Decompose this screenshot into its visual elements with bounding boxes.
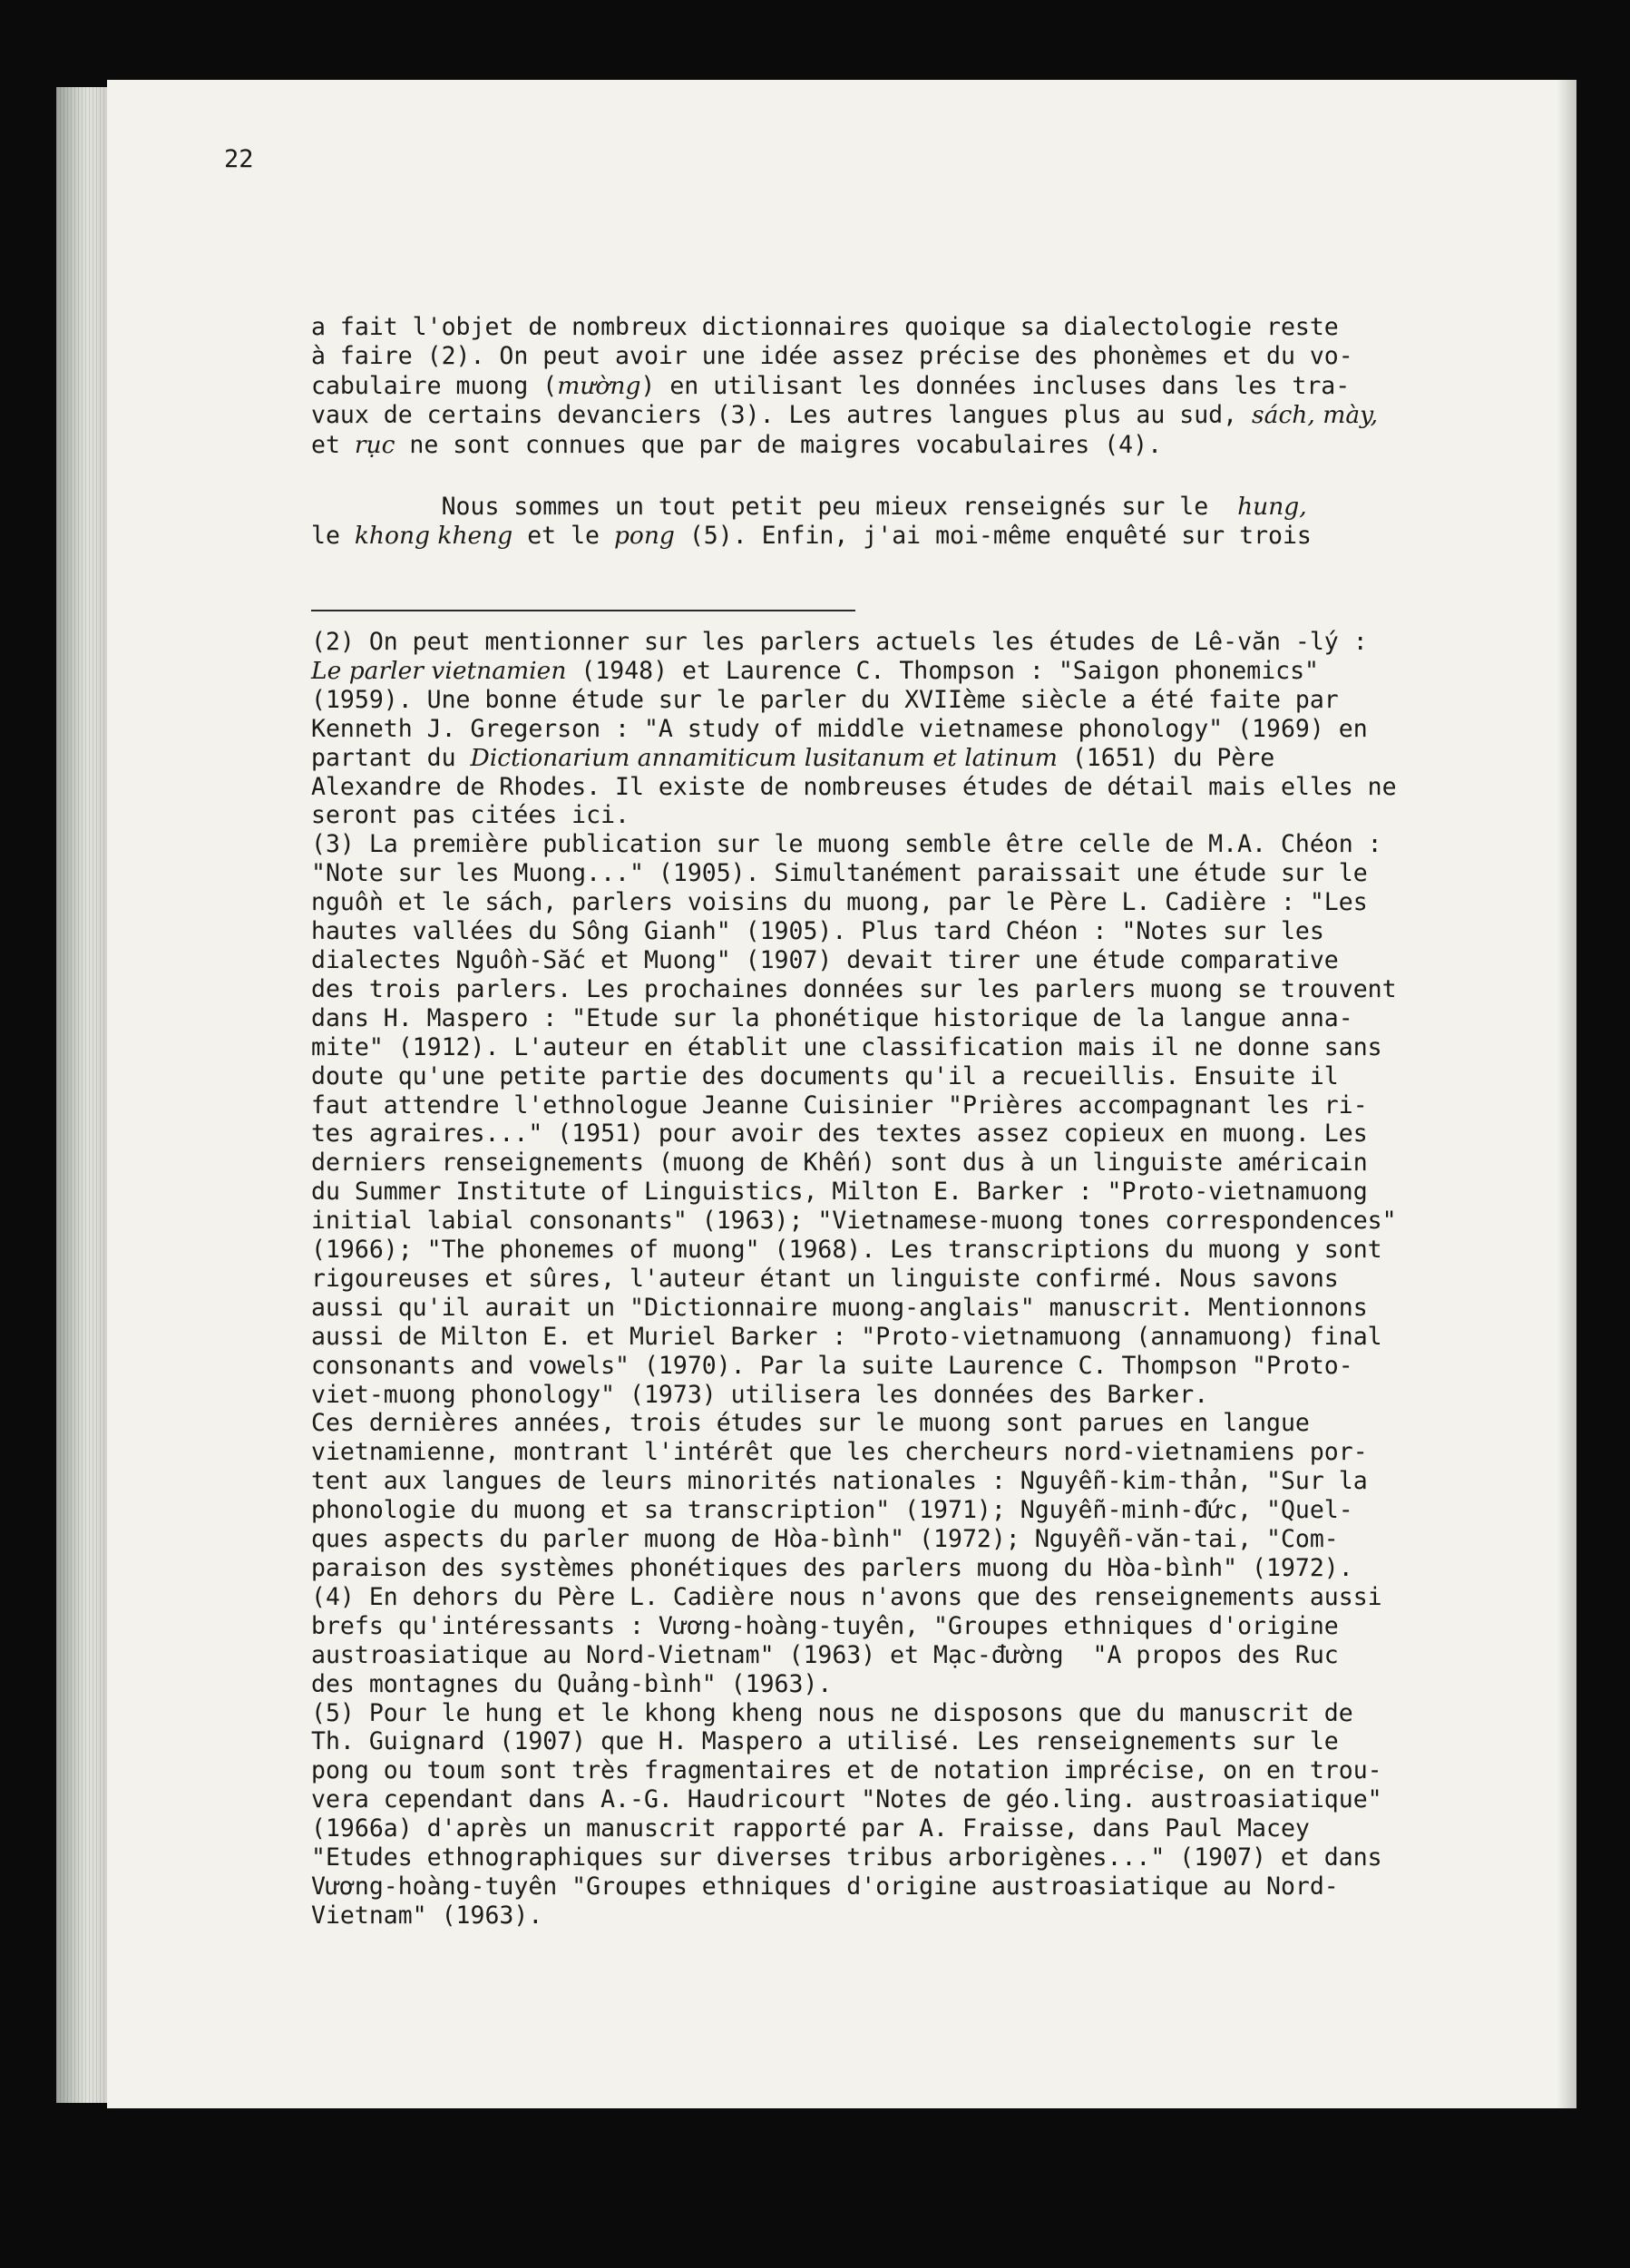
text-run: tent aux langues de leurs minorités nationales : Nguyễn-kim-thản, "Sur la [311,1467,1368,1496]
footnote-line [311,1409,1436,1438]
text-run: vietnamienne, montrant l'intérêt que les chercheurs nord-vietnamiens por- [311,1438,1368,1467]
gutter-shadow [1557,80,1576,2108]
text-run: (4) En dehors du Père L. Cadière nous n'avons que des renseignements aussi [311,1582,1382,1611]
footnote-line [311,686,1436,715]
footnote-line [311,1699,1436,1728]
text-run: doute qu'une petite partie des documents qu'il a recueillis. Ensuite il [311,1061,1339,1090]
text-run: consonants and vowels" (1970). Par la suite Laurence C. Thompson "Proto- [311,1351,1353,1380]
footnote-line [311,917,1436,946]
text-run: brefs qu'intéressants : Vương-hoàng-tuyên, "Groupes ethniques d'origine [311,1611,1339,1640]
text-run: a fait l'objet de nombreux dictionnaires quoique sa dialectologie reste [311,313,1339,341]
text-run: faut attendre l'ethnologue Jeanne Cuisinier "Prières accompagnant les ri- [311,1090,1368,1119]
italic-term: Le parler vietnamien [311,656,567,685]
text-run: (1966a) d'après un manuscrit rapporté par A. Fraisse, dans Paul Macey [311,1814,1310,1843]
text-run: des montagnes du Quảng-bình" (1963). [311,1669,833,1698]
footnote-line [311,1294,1436,1323]
text-run: mite" (1912). L'auteur en établit une classification mais il ne donne sans [311,1032,1382,1061]
footnote-line [311,1525,1436,1554]
text-run: (1651) du Père [1057,743,1275,772]
text-run: (2) On peut mentionner sur les parlers actuels les études de Lê-văn -lý : [311,628,1368,656]
italic-term: hung, [1237,493,1307,522]
text-run: (5) Pour le hung et le khong kheng nous ne disposons que du manuscrit de [311,1698,1353,1727]
text-run: à faire (2). On peut avoir une idée assez précise des phonèmes et du vo- [311,342,1353,371]
footnote-line [311,1496,1436,1525]
footnote-line [311,628,1436,657]
text-run: (3) La première publication sur le muong semble être celle de M.A. Chéon : [311,830,1382,859]
footnote-line [311,1467,1436,1496]
footnote-line [311,1438,1436,1467]
footnote-line [311,1641,1436,1670]
text-run: Kenneth J. Gregerson : "A study of middle vietnamese phonology" (1969) en [311,714,1368,743]
footnote-line [311,773,1436,802]
text-line [311,431,1427,460]
page-number: 22 [224,145,254,173]
text-run: viet-muong phonology" (1973) utilisera les données des Barker. [311,1380,1209,1409]
footnote-line [311,1814,1436,1843]
footnote-line [311,1207,1436,1236]
footnote-line [311,888,1436,917]
footnote-line [311,1352,1436,1381]
text-line [311,313,1427,342]
footnote-line [311,1149,1436,1178]
italic-term: rục [354,430,395,459]
footnotes [311,628,1436,1931]
text-line [311,342,1427,371]
footnote-line [311,715,1436,744]
italic-term: pong [613,522,675,551]
text-run: des trois parlers. Les prochaines données sur les parlers muong se trouvent [311,974,1397,1003]
footnote-line [311,1901,1436,1931]
book-page-edges [56,87,109,2103]
text-run: hautes vallées du Sông Gianh" (1905). Plus tard Chéon : "Notes sur les [311,917,1324,946]
footnote-line [311,1265,1436,1294]
text-run: dans H. Maspero : "Etude sur la phonétique historique de la langue anna- [311,1003,1353,1032]
footnote-line [311,744,1436,773]
text-run: paraison des systèmes phonétiques des parlers muong du Hòa-bình" (1972). [311,1554,1353,1582]
text-run: initial labial consonants" (1963); "Vietnamese-muong tones correspondences" [311,1207,1397,1236]
footnote-line [311,1178,1436,1207]
footnote-line [311,1583,1436,1612]
text-run: ques aspects du parler muong de Hòa-bình" (1972); Nguyễn-văn-tai, "Com- [311,1525,1339,1554]
text-run: tes agraires..." (1951) pour avoir des textes assez copieux en muong. Les [311,1119,1368,1149]
text-run: le [311,522,355,551]
text-run: Vietnam" (1963). [311,1901,543,1930]
text-run: pong ou toum sont très fragmentaires et de notation imprécise, on en trou- [311,1756,1382,1785]
text-run: et le [512,522,614,551]
footnote-separator [311,610,855,611]
text-line [311,493,1427,522]
text-run: ne sont connues que par de maigres vocabulaires (4). [395,430,1163,459]
text-run: (1959). Une bonne étude sur le parler du XVIIème siècle a été faite par [311,685,1339,714]
italic-term: khong kheng [354,522,513,551]
paragraph-gap [311,460,1427,493]
text-run: ) en utilisant les données incluses dans les tra- [640,371,1351,400]
text-run: Th. Guignard (1907) que H. Maspero a utilisé. Les renseignements sur le [311,1727,1339,1756]
footnote-line [311,1062,1436,1091]
italic-term: Dictionarium annamiticum lusitanum et latinum [470,743,1058,772]
footnote-line [311,1323,1436,1352]
text-run: "Etudes ethnographiques sur diverses tribus arborigènes..." (1907) et dans [311,1843,1382,1872]
text-run: Alexandre de Rhodes. Il existe de nombreuses études de détail mais elles ne [311,772,1397,801]
footnote-line [311,859,1436,888]
text-run: du Summer Institute of Linguistics, Milton E. Barker : "Proto-vietnamuong [311,1178,1368,1207]
text-run: Ces dernières années, trois études sur le muong sont parues en langue [311,1409,1310,1438]
text-run: dialectes Nguồn-Sắc et Muong" (1907) devait tirer une étude comparative [311,945,1339,974]
italic-term: sách, mày, [1252,401,1379,430]
text-run: (1948) et Laurence C. Thompson : "Saigon phonemics" [566,656,1320,685]
text-run: derniers renseignements (muong de Khến) sont dus à un linguiste américain [311,1149,1368,1178]
text-run: nguồn et le sách, parlers voisins du muong, par le Père L. Cadière : "Les [311,888,1368,917]
text-run: aussi qu'il aurait un "Dictionnaire muong-anglais" manuscrit. Mentionnons [311,1293,1368,1322]
text-run: et [311,430,355,459]
footnote-line [311,1843,1436,1872]
main-text [311,313,1427,552]
footnote-line [311,946,1436,975]
footnote-line [311,830,1436,859]
text-line [311,401,1427,430]
text-run: (1966); "The phonemes of muong" (1968). Les transcriptions du muong y sont [311,1236,1382,1265]
text-run: cabulaire muong ( [311,371,558,400]
footnote-line [311,1554,1436,1583]
footnote-line [311,1756,1436,1785]
footnote-line [311,975,1436,1004]
italic-term: mường [557,371,641,400]
footnote-line [311,1785,1436,1814]
text-run: aussi de Milton E. et Muriel Barker : "Proto-vietnamuong (annamuong) final [311,1322,1382,1351]
footnote-line [311,1119,1436,1149]
footnote-line [311,801,1436,830]
text-run: (5). Enfin, j'ai moi-même enquêté sur trois [674,522,1312,551]
footnote-line [311,1033,1436,1062]
footnote-line [311,1612,1436,1641]
footnote-line [311,1727,1436,1756]
text-line [311,522,1427,551]
text-run: vera cependant dans A.-G. Haudricourt "Notes de géo.ling. austroasiatique" [311,1785,1382,1814]
text-run: phonologie du muong et sa transcription" (1971); Nguyễn-minh-đức, "Quel- [311,1496,1353,1525]
footnote-line [311,657,1436,686]
text-run: Vương-hoàng-tuyên "Groupes ethniques d'origine austroasiatique au Nord- [311,1872,1339,1901]
footnote-line [311,1670,1436,1699]
text-line [311,372,1427,401]
footnote-line [311,1091,1436,1120]
text-run: "Note sur les Muong..." (1905). Simultanément paraissait une étude sur le [311,859,1368,888]
footnote-line [311,1004,1436,1033]
footnote-line [311,1872,1436,1901]
footnote-line [311,1236,1436,1265]
text-run: vaux de certains devanciers (3). Les autres langues plus au sud, [311,401,1253,430]
text-run: rigoureuses et sûres, l'auteur étant un linguiste confirmé. Nous savons [311,1264,1339,1293]
text-run: seront pas citées ici. [311,801,630,830]
text-run: partant du [311,743,471,772]
footnote-line [311,1381,1436,1410]
text-run: austroasiatique au Nord-Vietnam" (1963) et Mạc-đường "A propos des Ruc [311,1640,1339,1669]
text-run: Nous sommes un tout petit peu mieux renseignés sur le [311,493,1238,522]
